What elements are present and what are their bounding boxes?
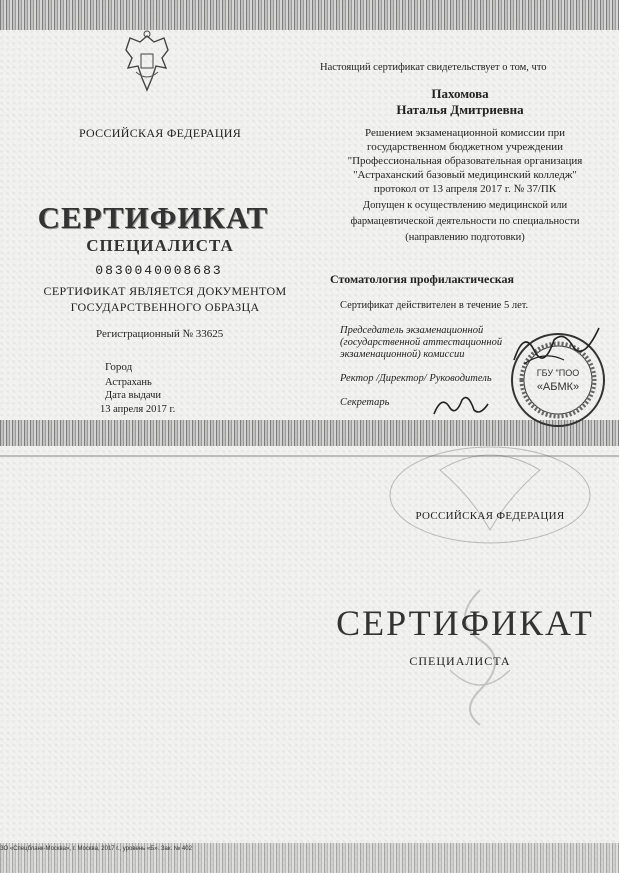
svg-text:ГБУ "ПОО: ГБУ "ПОО (536, 368, 580, 378)
registration-label: Регистрационный № (96, 328, 194, 340)
validity-text: Сертификат действителен в течение 5 лет. (340, 300, 529, 311)
certificate-number: 0830040008683 (95, 263, 223, 278)
document-note-line: СЕРТИФИКАТ ЯВЛЯЕТСЯ ДОКУМЕНТОМ (43, 284, 287, 298)
country-heading: РОССИЙСКАЯ ФЕДЕРАЦИЯ (78, 126, 242, 140)
holder-surname: Пахомова (431, 86, 489, 101)
commission-chair-label (340, 325, 520, 361)
admission-line: (направлению подготовки) (405, 232, 525, 243)
lower-certificate-subtitle: СПЕЦИАЛИСТА (409, 654, 511, 668)
chair-line: (государственной аттестационной (340, 337, 503, 348)
certificate-subtitle: СПЕЦИАЛИСТА (86, 236, 234, 255)
secretary-signature-icon (430, 390, 490, 420)
city-value: Астрахань (105, 377, 152, 388)
document-note-line: ГОСУДАРСТВЕННОГО ОБРАЗЦА (70, 300, 260, 314)
issue-date-value: 13 апреля 2017 г. (100, 404, 176, 415)
stamp-text: «АБМК» (536, 381, 580, 393)
coat-of-arms-icon (116, 28, 178, 100)
admission-text (330, 198, 600, 246)
decision-line: "Астраханский базовый медицинский колледж" (353, 169, 577, 181)
certificate-title: СЕРТИФИКАТ (37, 200, 269, 235)
decision-line: протокол от 13 апреля 2017 г. № 37/ПК (373, 183, 557, 195)
document-note (30, 283, 300, 315)
registration-number (96, 328, 296, 340)
holder-name (370, 86, 550, 118)
rector-label: Ректор /Директор/ Руководитель (340, 373, 492, 384)
chair-line: экзаменационной) комиссии (340, 349, 465, 360)
printer-info: ЗО «Спецбланк-Москва», г. Москва, 2017 г., уровень «Б». Зак. № 402 (0, 846, 192, 852)
guilloche-border-top (0, 0, 619, 30)
chair-line: Председатель экзаменационной (340, 325, 484, 336)
secretary-label: Секретарь (340, 397, 390, 408)
decision-text (320, 126, 610, 196)
issue-date-label: Дата выдачи (105, 390, 162, 401)
decision-line: "Профессиональная образовательная организация (347, 155, 583, 167)
specialty: Стоматология профилактическая (330, 272, 515, 286)
lower-country-heading: РОССИЙСКАЯ ФЕДЕРАЦИЯ (415, 510, 565, 522)
chair-signature-icon (504, 320, 604, 376)
registration-value: 33625 (195, 328, 224, 340)
holder-given-names: Наталья Дмитриевна (396, 102, 524, 117)
intro-text: Настоящий сертификат свидетельствует о том, что (320, 62, 547, 73)
decision-line: государственном бюджетном учреждении (366, 141, 564, 153)
admission-line: Допущен к осуществлению медицинской или (362, 200, 568, 211)
decision-line: Решением экзаменационной комиссии при (364, 127, 565, 139)
faded-emblem-icon (380, 440, 600, 550)
lower-certificate-title: СЕРТИФИКАТ (336, 603, 594, 643)
admission-line: фармацевтической деятельности по специальности (350, 216, 580, 227)
city-label: Город (105, 361, 133, 373)
